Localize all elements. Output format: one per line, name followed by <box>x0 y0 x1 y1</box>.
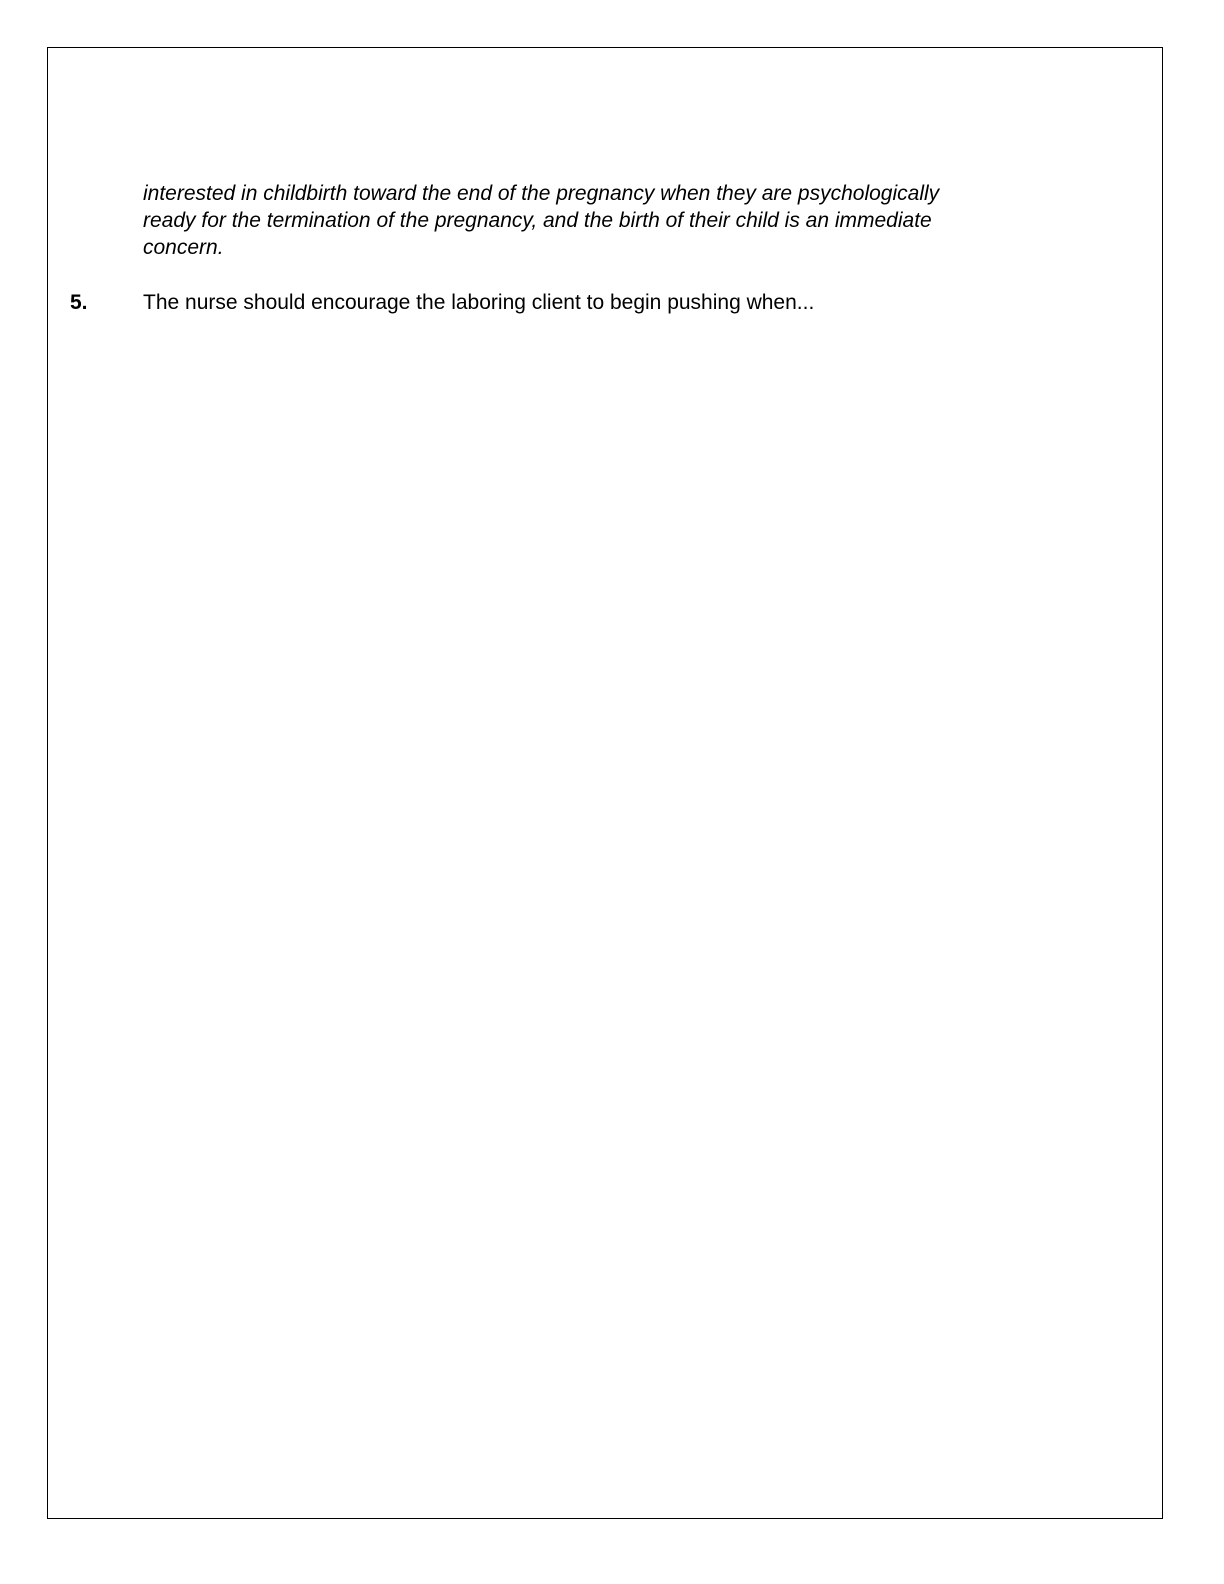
page-border <box>47 47 1163 1519</box>
rationale-line: interested in childbirth toward the end of the pregnancy when they are psychologically <box>143 182 940 205</box>
rationale-line: concern. <box>143 236 224 259</box>
rationale-line: ready for the termination of the pregnancy, and the birth of their child is an immediate <box>143 209 932 232</box>
rationale-text <box>143 180 1043 261</box>
question-item <box>70 289 1070 316</box>
question-text: The nurse should encourage the laboring client to begin pushing when... <box>143 291 815 314</box>
question-number: 5. <box>70 291 88 314</box>
